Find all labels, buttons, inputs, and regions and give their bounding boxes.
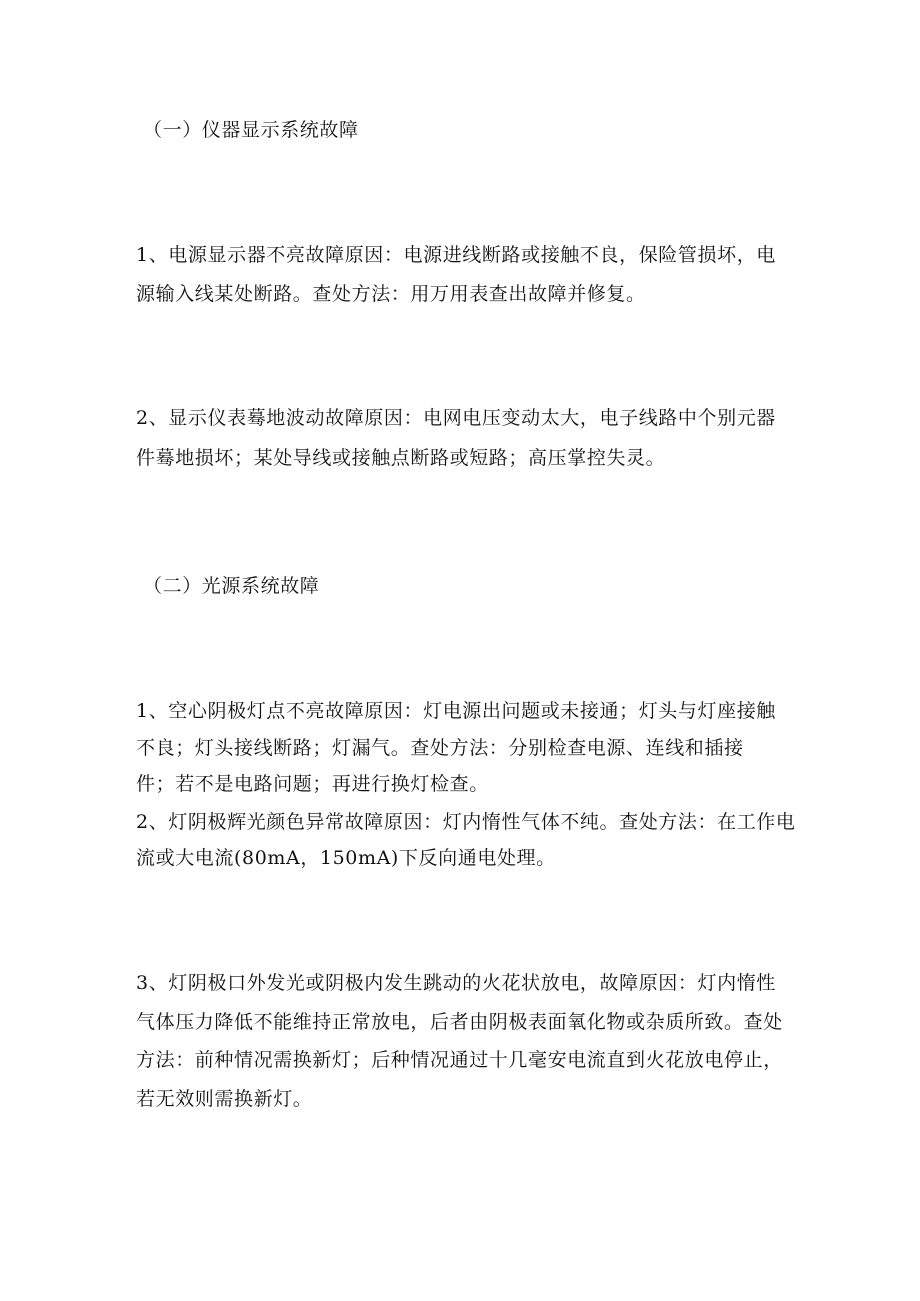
paragraph-line: 3、灯阴极口外发光或阴极内发生跳动的火花状放电，故障原因：灯内惰性 <box>136 972 776 994</box>
paragraph-line: 1、空心阴极灯点不亮故障原因：灯电源出问题或未接通；灯头与灯座接触 <box>136 700 776 722</box>
paragraph-line: 2、灯阴极辉光颜色异常故障原因：灯内惰性气体不纯。查处方法：在工作电 <box>136 811 796 833</box>
section-heading-light-source: （二）光源系统故障 <box>143 575 320 597</box>
paragraph-line: 源输入线某处断路。查处方法：用万用表查出故障并修复。 <box>136 283 646 305</box>
paragraph-line: 不良；灯头接线断路；灯漏气。查处方法：分别检查电源、连线和插接 <box>136 737 744 759</box>
section-heading-instrument-display: （一）仪器显示系统故障 <box>143 119 359 141</box>
paragraph-line: 方法：前种情况需换新灯；后种情况通过十几毫安电流直到火花放电停止， <box>136 1049 783 1071</box>
paragraph-line: 件；若不是电路问题；再进行换灯检查。 <box>136 773 489 795</box>
paragraph-line: 件蓦地损坏；某处导线或接触点断路或短路；高压掌控失灵。 <box>136 447 666 469</box>
paragraph-line: 若无效则需换新灯。 <box>136 1088 313 1110</box>
paragraph-line: 气体压力降低不能维持正常放电，后者由阴极表面氧化物或杂质所致。查处 <box>136 1011 783 1033</box>
paragraph-line: 2、显示仪表蓦地波动故障原因：电网电压变动太大，电子线路中个别元器 <box>136 407 776 429</box>
paragraph-line: 流或大电流(80mA，150mA)下反向通电处理。 <box>136 847 556 869</box>
paragraph-line: 1、电源显示器不亮故障原因：电源进线断路或接触不良，保险管损坏，电 <box>136 244 776 266</box>
